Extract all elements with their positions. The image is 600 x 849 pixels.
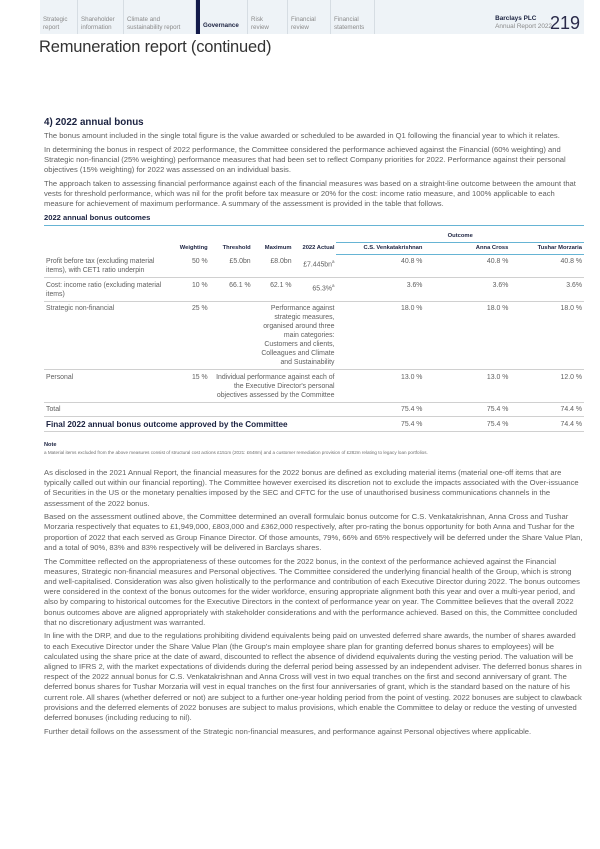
nav-financial-review[interactable]: Financial review (288, 0, 331, 34)
paragraph: In line with the DRP, and due to the regulations prohibiting dividend equivalents being paid on unvested deferred share awards, the number of shares awarded to each Executive Director under the Share Value Plan (the Group's main employee share plan for granting deferred bonus shares to employees) will be calculated using the share price at the date of award, discounted to reflect the absence of dividend equivalents during the vesting period. The valuation will be aligned to IFRS 2, with the market expectations of dividends during the deferral period being assessed by an independent adviser. The deferred bonus shares in respect of the 2022 annual bonus for C.S. Venkatakrishnan and Anna Cross will vest in two equal tranches on the first and second anniversary of grant. The deferred bonus shares for Tushar Morzaria will vest in equal tranches on the first four anniversaries of grant, which is the standard based on the nature of his current role. All shares (whether deferred or not) are subject to a further one-year holding period from the point of vesting. 2022 bonuses are subject to clawback provisions and the deferred elements of 2022 bonuses are subject to malus provisions, which enable the Committee to delay or reduce the vesting of unvested deferred bonuses (including reducing to nil). (44, 631, 582, 723)
page-title: Remuneration report (continued) (39, 38, 272, 56)
col-maximum: Maximum (264, 245, 292, 252)
paragraph: In determining the bonus in respect of 2022 performance, the Committee considered the performance achieved against the Financial (60% weighting) and Strategic non-financial (25% weighting) performance measures that had been set to reflect Company priorities for 2022. Performance against their personal objectives (15% weighting) for 2022 was assessed on an individual basis. (44, 144, 566, 175)
nav-strategic-report[interactable]: Strategic report (40, 0, 78, 34)
final-outcome-row: Final 2022 annual bonus outcome approved by the Committee 75.4 % 75.4 % 74.4 % (44, 417, 584, 432)
paragraph: Based on the assessment outlined above, the Committee determined an overall formulaic bonus outcome for C.S. Venkatakrishnan, Anna Cross and Tushar Morzaria respectively that equates to £1,949,000, £803,000 and £362,000 respectively, after pro-rating the bonus opportunity for both Anna and Tushar for the proportion of 2022 that each served as Group Finance Director. Of those amounts, 79%, 66% and 65% respectively will be deferred under the Share Value Plan, and a total of 90%, 83% and 83% respectively will be delivered in Barclays shares. (44, 512, 583, 552)
col-measure (44, 243, 171, 255)
table-row: Cost: income ratio (excluding material items) 10 % 66.1 % 62.1 % 65.3%$^a$ 3.6% 3.6% 3.6% (44, 278, 584, 302)
measure-description: Individual performance against each of the Executive Director's personal objectives assessed by the Committee (210, 370, 337, 403)
nav-risk-review[interactable]: Risk review (248, 0, 288, 34)
col-venkatakrishnan: C.S. Venkatakrishnan (336, 243, 424, 255)
section-heading: 4) 2022 annual bonus (44, 117, 144, 128)
bonus-outcomes-table (44, 225, 584, 432)
paragraph: As disclosed in the 2021 Annual Report, the financial measures for the 2022 bonus are defined as excluding material items (material one-off items that are typically called out within our financial reporting). The Committee however exercised its discretion not to exclude the impacts associated with the Over-issuance of Securities in the US or the monetary penalties imposed by the SEC and CFTC for the use of unauthorised business communications channels in the assessment of the 2022 bonus. (44, 467, 579, 508)
note-heading: Note (44, 441, 57, 448)
nav-shareholder-information[interactable]: Shareholder information (78, 0, 124, 34)
nav-governance[interactable]: Governance (196, 0, 248, 34)
page-number: 219 (549, 13, 580, 33)
col-actual: 2022 Actual (302, 245, 335, 252)
col-tushar-morzaria: Tushar Morzaria (510, 243, 584, 255)
content (44, 117, 584, 741)
footnote-ref: a (331, 282, 335, 288)
nav-climate-sustainability[interactable]: Climate and sustainability report (124, 0, 196, 34)
brand: Barclays PLC Annual Report 2022 (495, 15, 552, 30)
paragraph: The bonus amount included in the single total figure is the value awarded or scheduled to be awarded in Q1 following the financial year to which it relates. (44, 131, 560, 140)
table-row: Strategic non-financial 25 % Performance against strategic measures, organised around three main categories: Customers and clients, Colleagues and Climate and Sustainability 18.0 % 18.0 % 18.0 % (44, 302, 584, 371)
measure-description: Performance against strategic measures, organised around three main categories: Customers and clients, Colleagues and Climate and Sustainability (210, 302, 337, 371)
nav-financial-statements[interactable]: Financial statements (331, 0, 375, 34)
paragraph: The Committee reflected on the appropriateness of these outcomes for the 2022 bonus, in the context of the performance achieved against the Financial measures, Strategic non-financial measures and Personal objectives. The Committee considered the underlying financial health of the Group, which is strong and well-capitalised. Consideration was also given holistically to the performance and contribution of each Executive Director during 2022. The bonus outcomes were considered in the context of the bonus outcomes for the wider workforce, ensuring appropriate alignment both this year and over a multi-year period, and also by comparing to historical outcomes for the Executive Directors in the context of performance year on year. The Committee believes that the overall 2022 bonus outcomes above are aligned appropriately with stakeholder considerations and with the performance achieved. Based on this, the Committee concluded that no discretionary adjustment was warranted. (44, 556, 580, 627)
col-threshold: Threshold (222, 245, 251, 252)
table-title: 2022 annual bonus outcomes (44, 212, 151, 222)
col-anna-cross: Anna Cross (424, 243, 510, 255)
outcome-group-header: Outcome (336, 226, 584, 243)
section-nav (40, 0, 584, 34)
table-row: Personal 15 % Individual performance against each of the Executive Director's personal objectives assessed by the Committee 13.0 % 13.0 % 12.0 % (44, 370, 584, 403)
paragraph: The approach taken to assessing financial performance against each of the financial measures was based on a straight-line outcome between the amount that vests for threshold performance, which was nil for the profit before tax measure or 20% for the cost: income ratio measure, and 100% applicable to each measure for achievement of maximum performance. A summary of the assessment is provided in the table that follows. (44, 178, 576, 209)
total-row: Total 75.4 % 75.4 % 74.4 % (44, 403, 584, 418)
footnote-ref: a (331, 259, 335, 265)
paragraph: Further detail follows on the assessment of the Strategic non-financial measures, and performance against Personal objectives where applicable. (44, 726, 532, 736)
col-weighting: Weighting (179, 245, 208, 252)
table-row: Profit before tax (excluding material items), with CET1 ratio underpin 50 % £5.0bn £8.0bn $£7.445bn^a$ 40.8 % 40.8 % 40.8 % (44, 255, 584, 279)
footnote: a Material items excluded from the above measures consist of structural cost actions £151m (2021: £648m) and a customer remediation provision of £282m relating to legacy loan portfolios. (44, 449, 428, 455)
